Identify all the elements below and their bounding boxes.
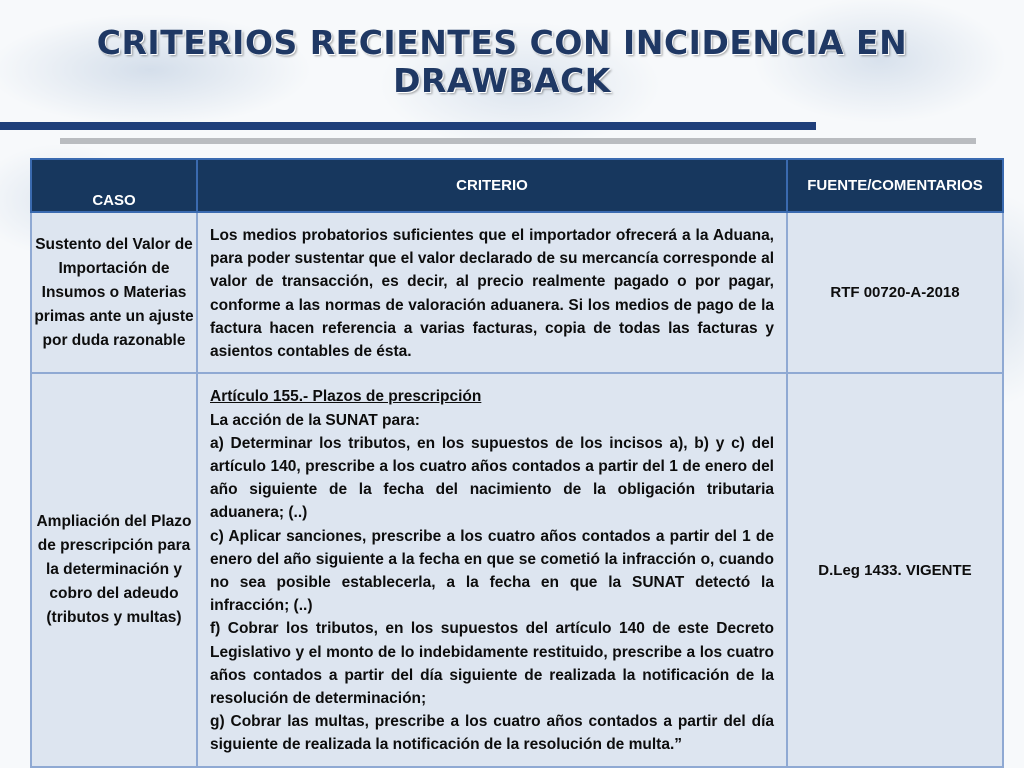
header-caso: CASO bbox=[31, 159, 197, 212]
table-header-row bbox=[31, 159, 1003, 212]
title-underline-blue bbox=[0, 122, 816, 130]
title-underline-gray bbox=[60, 138, 976, 144]
header-criterio: CRITERIO bbox=[197, 159, 787, 212]
table-row bbox=[31, 373, 1003, 767]
article-title: Artículo 155.- Plazos de prescripción bbox=[210, 388, 482, 406]
row-2-caso: Ampliación del Plazo de prescripción para la determinación y cobro del adeudo (tributos y multas) bbox=[31, 373, 197, 767]
criterio-paragraph: f) Cobrar los tributos, en los supuestos del artículo 140 de este Decreto Legislativo y el monto de lo indebidamente restituido, prescribe a los cuatro años contados a partir del día siguiente de realizada la notificación de la resolución de determinación; bbox=[210, 620, 774, 708]
criterio-paragraph: c) Aplicar sanciones, prescribe a los cuatro años contados a partir del 1 de enero del año siguiente a la fecha en que se cometió la infracción o, cuando no sea posible establecerla, a la fecha en que la SUNAT detectó la infracción; (..) bbox=[210, 527, 774, 615]
criterio-paragraph: g) Cobrar las multas, prescribe a los cuatro años contados a partir del día siguiente de realizada la notificación de la resolución de multa.” bbox=[210, 713, 774, 754]
row-1-criterio: Los medios probatorios suficientes que el importador ofrecerá a la Aduana, para poder sustentar que el valor declarado de su mercancía corresponde al valor de transacción, es decir, al precio realmente pagado o por pagar, conforme a las normas de valoración aduanera. Si los medios de pago de la factura hacen referencia a varias facturas, copia de todas las facturas y asientos contables de ésta. bbox=[197, 212, 787, 373]
criteria-table bbox=[30, 158, 1004, 768]
criterio-paragraph: La acción de la SUNAT para: bbox=[210, 411, 420, 429]
criterio-paragraph: a) Determinar los tributos, en los supuestos de los incisos a), b) y c) del artículo 140, prescribe a los cuatro años contados a partir del 1 de enero del año siguiente de la fecha del nacimiento de la obligación tributaria aduanera; (..) bbox=[210, 434, 774, 522]
header-fuente: FUENTE/COMENTARIOS bbox=[787, 159, 1003, 212]
table-row bbox=[31, 212, 1003, 373]
row-2-fuente: D.Leg 1433. VIGENTE bbox=[787, 373, 1003, 767]
row-1-fuente: RTF 00720-A-2018 bbox=[787, 212, 1003, 373]
slide-title: CRITERIOS RECIENTES CON INCIDENCIA EN DRAWBACK bbox=[96, 23, 908, 100]
row-2-criterio bbox=[197, 373, 787, 767]
row-1-caso: Sustento del Valor de Importación de Insumos o Materias primas ante un ajuste por duda razonable bbox=[31, 212, 197, 373]
